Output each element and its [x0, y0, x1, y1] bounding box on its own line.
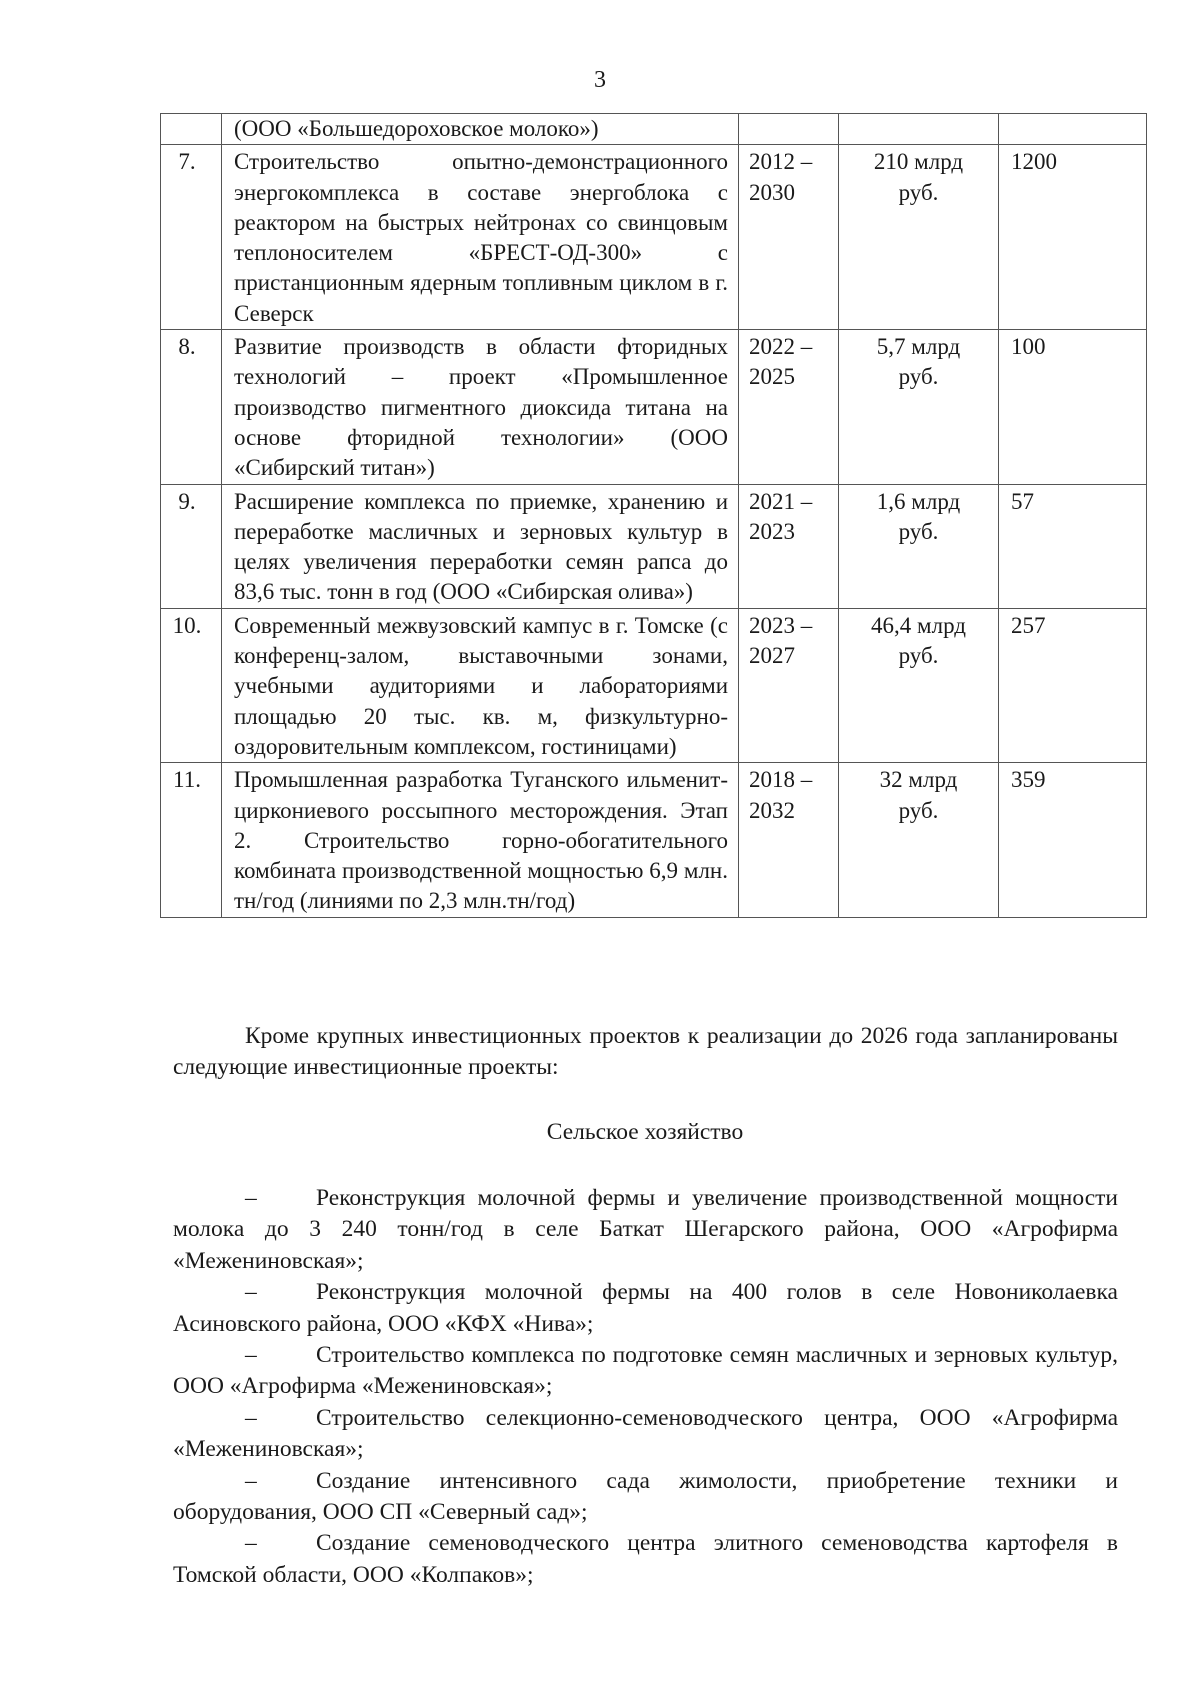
cell-cost: 32 млрд руб. [839, 763, 999, 917]
list-item [173, 1403, 1118, 1466]
table-row [161, 330, 1147, 484]
cell-cost: 1,6 млрд руб. [839, 484, 999, 608]
cell-years: 2022 – 2025 [739, 330, 839, 484]
cell-project-name: Промышленная разработка Туганского ильменит-циркониевого россыпного месторождения. Этап 2. Строительство горно-обогатительного комбината производственной мощностью 6,9 млн. тн/год (линиями по 2,3 млн.тн/год) [222, 763, 739, 917]
cell-number [161, 114, 222, 145]
cell-years: 2023 – 2027 [739, 608, 839, 762]
cell-project-name: Современный межвузовский кампус в г. Томске (с конференц-залом, выставочными зонами, учебными аудиториями и лабораториями площадью 20 тыс. кв. м, физкультурно-оздоровительным комплексом, гостиницами) [222, 608, 739, 762]
list-dash: – [245, 1185, 257, 1211]
table-row [161, 145, 1147, 330]
projects-table [160, 113, 1147, 918]
cell-number: 11. [161, 763, 222, 917]
cell-cost: 5,7 млрд руб. [839, 330, 999, 484]
project-list [173, 1183, 1118, 1591]
cell-jobs: 1200 [999, 145, 1147, 330]
table-row [161, 763, 1147, 917]
list-item-text: Создание интенсивного сада жимолости, приобретение техники и оборудования, ООО СП «Северный сад»; [173, 1467, 1118, 1526]
cell-jobs: 100 [999, 330, 1147, 484]
section-heading: Сельское хозяйство [546, 1119, 744, 1145]
list-item-text: Реконструкция молочной фермы на 400 голов в селе Новониколаевка Асиновского района, ООО «КФХ «Нива»; [173, 1279, 1118, 1337]
cell-project-name: Строительство опытно-демонстрационного энергокомплекса в составе энергоблока с реактором на быстрых нейтронах со свинцовым теплоносителем «БРЕСТ-ОД-300» с пристанционным ядерным топливным циклом в г. Северск [222, 145, 739, 330]
cell-years: 2021 – 2023 [739, 484, 839, 608]
list-dash: – [245, 1467, 257, 1494]
list-item [173, 1466, 1118, 1529]
table-row [161, 608, 1147, 762]
cell-number: 8. [161, 330, 222, 484]
table-row [161, 114, 1147, 145]
cell-jobs: 257 [999, 608, 1147, 762]
intro-paragraph: Кроме крупных инвестиционных проектов к реализации до 2026 года запланированы следующие инвестиционные проекты: [173, 1023, 1118, 1080]
cell-number: 10. [161, 608, 222, 762]
list-item [173, 1183, 1118, 1277]
list-item [173, 1277, 1118, 1340]
list-dash: – [245, 1342, 257, 1369]
cell-cost: 46,4 млрд руб. [839, 608, 999, 762]
page-number: 3 [594, 67, 606, 93]
list-dash: – [245, 1404, 257, 1431]
list-dash: – [245, 1530, 257, 1557]
list-dash: – [245, 1279, 257, 1306]
cell-project-name: Расширение комплекса по приемке, хранению и переработке масличных и зерновых культур в целях увеличения переработки семян рапса до 83,6 тыс. тонн в год (ООО «Сибирская олива») [222, 484, 739, 608]
cell-number: 9. [161, 484, 222, 608]
cell-jobs [999, 114, 1147, 145]
projects-table-body [161, 114, 1147, 918]
cell-jobs: 57 [999, 484, 1147, 608]
list-item-text: Реконструкция молочной фермы и увеличение производственной мощности молока до 3 240 тонн/год в селе Баткат Шегарского района, ООО «Агрофирма «Межениновская»; [173, 1185, 1118, 1274]
cell-cost: 210 млрд руб. [839, 145, 999, 330]
table-row [161, 484, 1147, 608]
cell-project-name: (ООО «Большедороховское молоко») [222, 114, 739, 145]
list-item-text: Создание семеноводческого центра элитного семеноводства картофеля в Томской области, ООО «Колпаков»; [173, 1530, 1118, 1588]
list-item [173, 1528, 1118, 1591]
cell-cost [839, 114, 999, 145]
cell-years: 2018 – 2032 [739, 763, 839, 917]
list-item [173, 1340, 1118, 1403]
cell-years: 2012 – 2030 [739, 145, 839, 330]
list-item-text: Строительство селекционно-семеноводческого центра, ООО «Агрофирма «Межениновская»; [173, 1404, 1118, 1463]
list-item-text: Строительство комплекса по подготовке семян масличных и зерновых культур, ООО «Агрофирма «Межениновская»; [173, 1342, 1118, 1400]
cell-project-name: Развитие производств в области фторидных технологий – проект «Промышленное производство пигментного диоксида титана на основе фторидной технологии» (ООО «Сибирский титан») [222, 330, 739, 484]
cell-jobs: 359 [999, 763, 1147, 917]
cell-number: 7. [161, 145, 222, 330]
cell-years [739, 114, 839, 145]
